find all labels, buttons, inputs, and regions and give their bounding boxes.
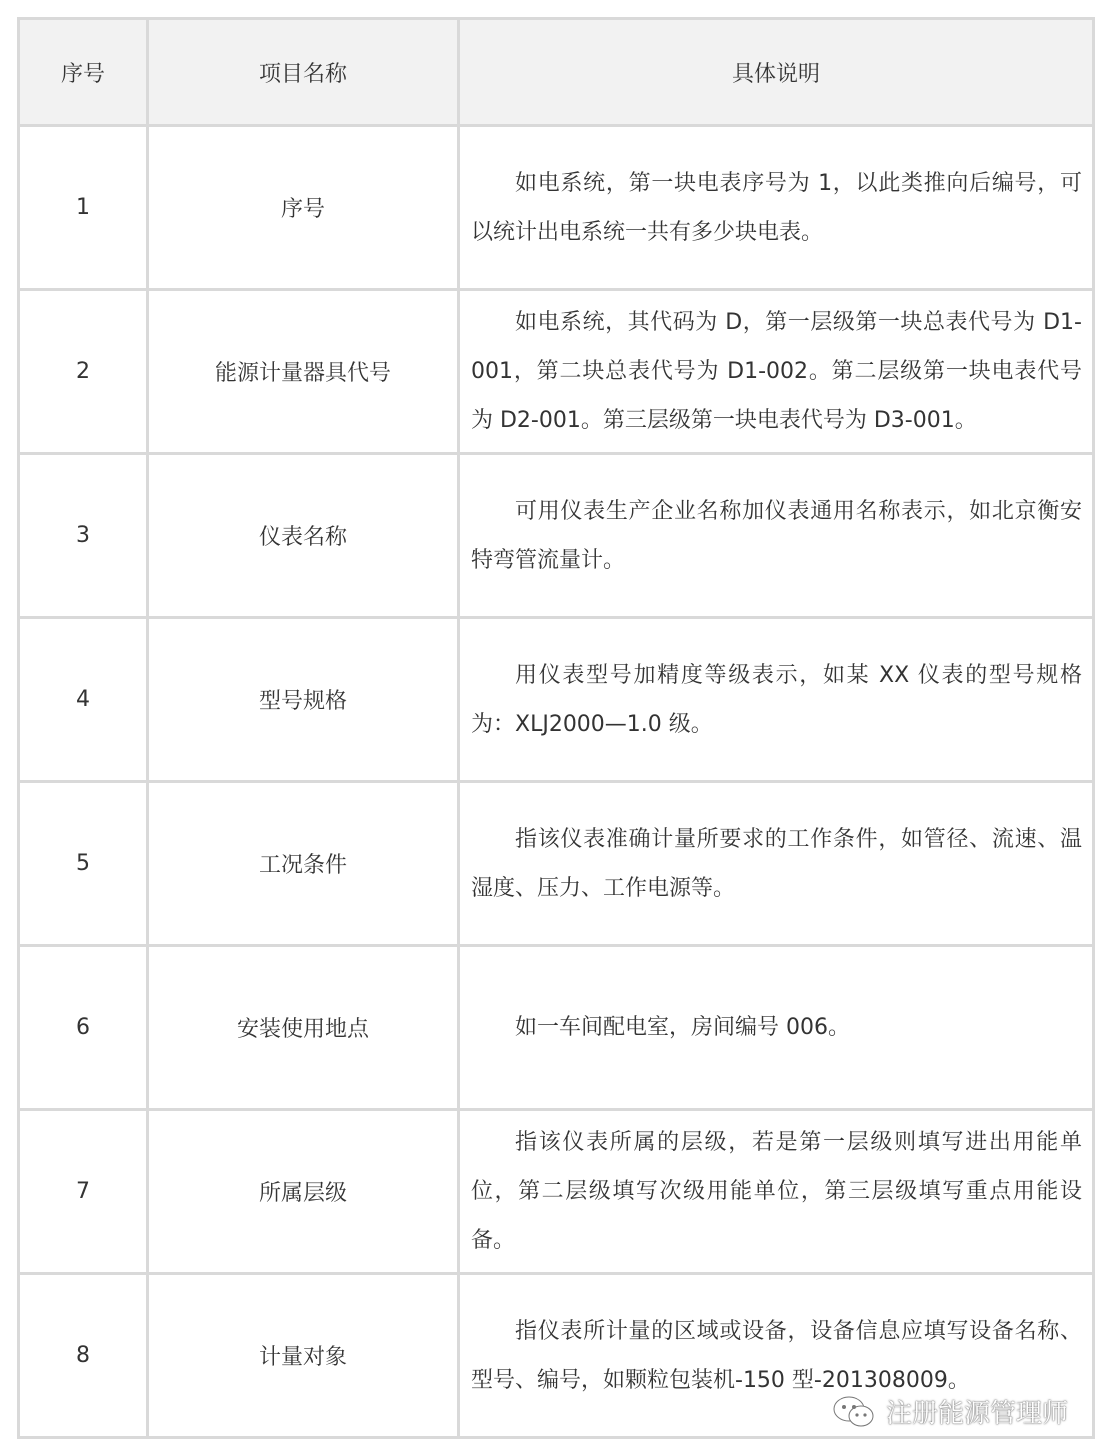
row-item-name: 仪表名称 (148, 454, 459, 618)
row-item-name: 型号规格 (148, 618, 459, 782)
row-number: 6 (19, 946, 148, 1110)
table-row (19, 1110, 1094, 1274)
row-item-name: 序号 (148, 126, 459, 290)
watermark (832, 1393, 1068, 1430)
table-row (19, 454, 1094, 618)
row-item-name: 安装使用地点 (148, 946, 459, 1110)
row-description: 可用仪表生产企业名称加仪表通用名称表示，如北京衡安特弯管流量计。 (459, 454, 1094, 618)
watermark-text: 注册能源管理师 (885, 1399, 1068, 1429)
row-number: 2 (19, 290, 148, 454)
row-item-name: 计量对象 (148, 1274, 459, 1438)
row-description: 指仪表所计量的区域或设备，设备信息应填写设备名称、型号、编号，如颗粒包装机-150 型-201308009。 (459, 1274, 1094, 1438)
header-item-name: 项目名称 (148, 19, 459, 126)
row-description: 如电系统，其代码为 D，第一层级第一块总表代号为 D1-001，第二块总表代号为 D1-002。第二层级第一块电表代号为 D2-001。第三层级第一块电表代号为 D3-001。 (459, 290, 1094, 454)
row-number: 1 (19, 126, 148, 290)
header-serial: 序号 (19, 19, 148, 126)
row-number: 4 (19, 618, 148, 782)
table-row (19, 946, 1094, 1110)
row-description: 用仪表型号加精度等级表示，如某 XX 仪表的型号规格为：XLJ2000—1.0 级。 (459, 618, 1094, 782)
row-item-name: 能源计量器具代号 (148, 290, 459, 454)
wechat-icon (832, 1395, 876, 1429)
row-item-name: 工况条件 (148, 782, 459, 946)
info-table-container (17, 17, 1092, 1439)
table-row (19, 290, 1094, 454)
row-number: 5 (19, 782, 148, 946)
table-row (19, 126, 1094, 290)
row-description: 指该仪表所属的层级，若是第一层级则填写进出用能单位，第二层级填写次级用能单位，第三层级填写重点用能设备。 (459, 1110, 1094, 1274)
table-row (19, 618, 1094, 782)
header-description: 具体说明 (459, 19, 1094, 126)
row-item-name: 所属层级 (148, 1110, 459, 1274)
row-number: 7 (19, 1110, 148, 1274)
table-row (19, 782, 1094, 946)
info-table (17, 17, 1095, 1439)
row-number: 8 (19, 1274, 148, 1438)
row-description: 如一车间配电室，房间编号 006。 (459, 946, 1094, 1110)
row-description: 指该仪表准确计量所要求的工作条件，如管径、流速、温湿度、压力、工作电源等。 (459, 782, 1094, 946)
row-number: 3 (19, 454, 148, 618)
table-header-row (19, 19, 1094, 126)
row-description: 如电系统，第一块电表序号为 1，以此类推向后编号，可以统计出电系统一共有多少块电表。 (459, 126, 1094, 290)
